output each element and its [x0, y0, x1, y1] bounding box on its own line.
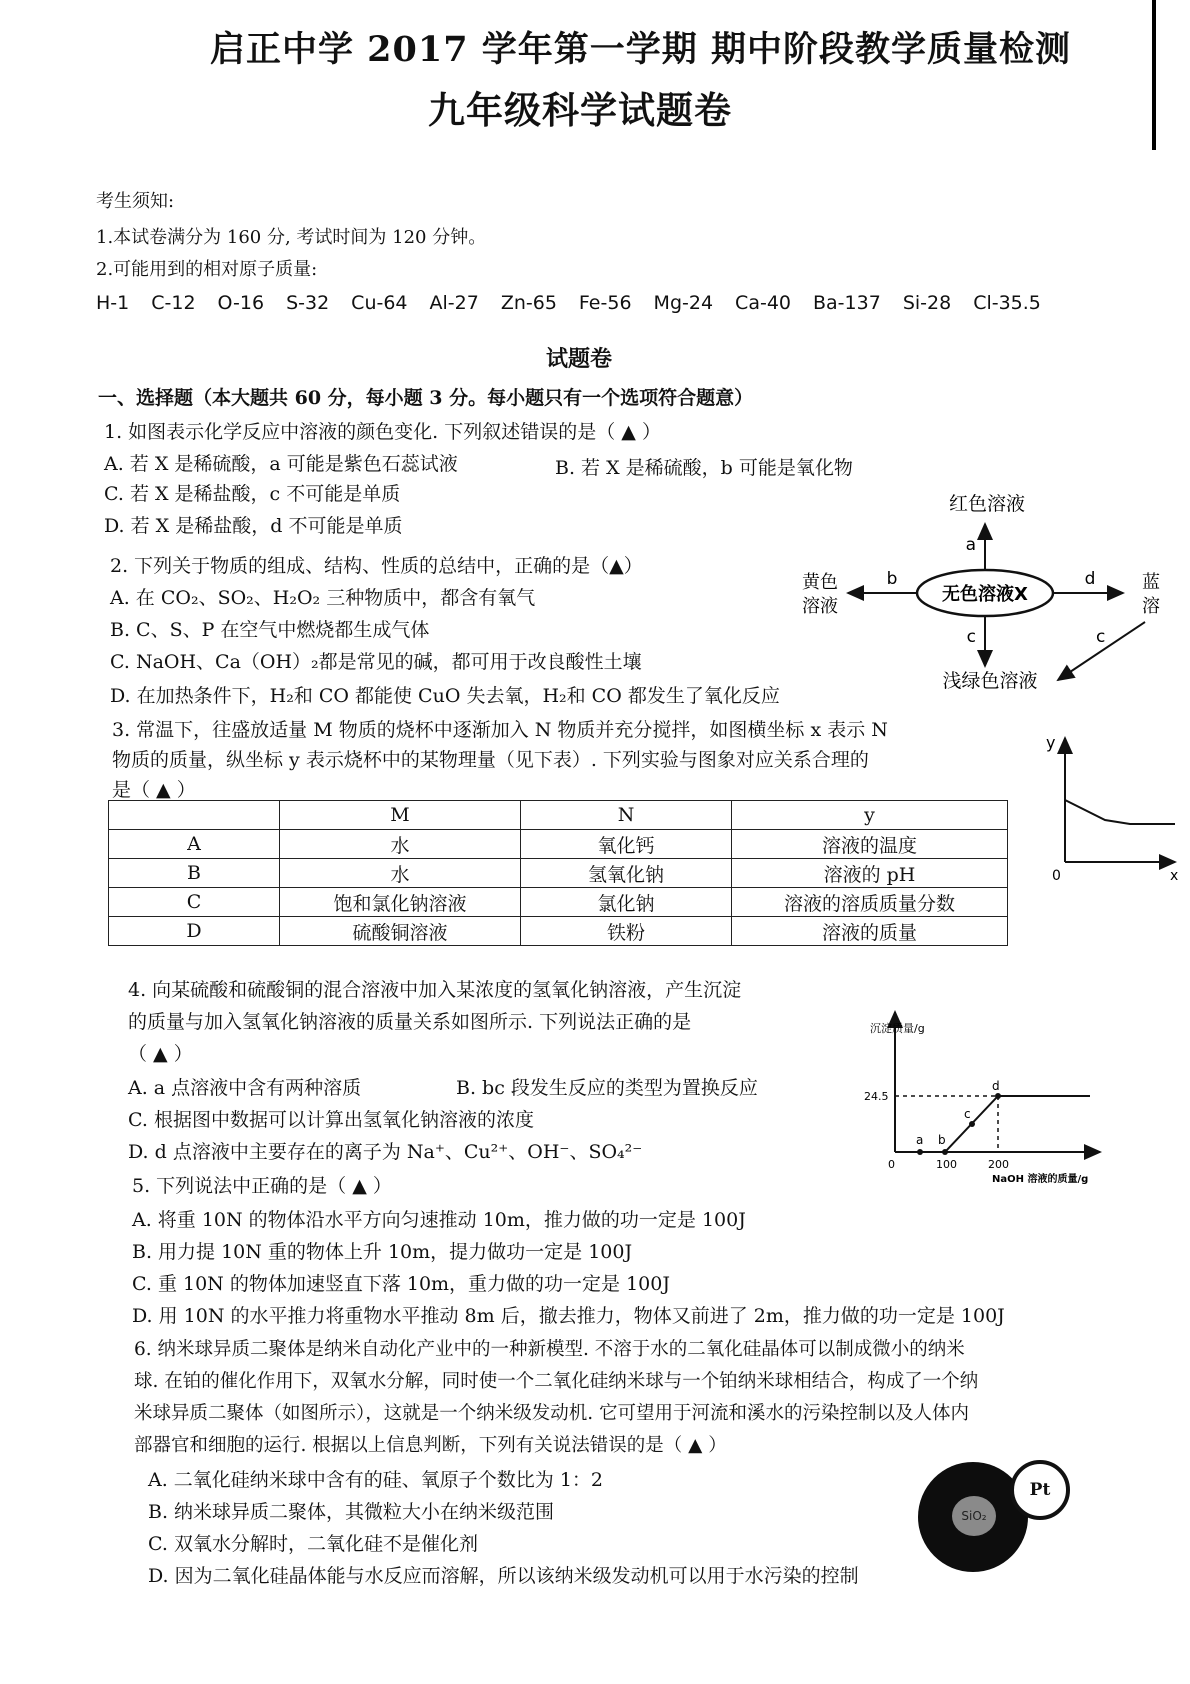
table-cell: 溶液的 pH: [732, 859, 1008, 888]
table-header-cell: [109, 801, 280, 830]
q6-option-a: A. 二氧化硅纳米球中含有的硅、氧原子个数比为 1：2: [148, 1469, 604, 1491]
q4-origin: 0: [888, 1158, 895, 1171]
table-cell: 水: [280, 859, 521, 888]
sio2-label: SiO₂: [952, 1496, 996, 1536]
atomic-mass: Ba-137: [813, 292, 881, 314]
q4-point-a: [917, 1149, 923, 1155]
q6-option-d: D. 因为二氧化硅晶体能与水反应而溶解，所以该纳米级发动机可以用于水污染的控制: [148, 1565, 859, 1587]
table-cell: 铁粉: [521, 917, 732, 946]
q4-point-b: [942, 1149, 948, 1155]
right-label-2: 溶: [1142, 596, 1160, 617]
table-cell: 氢氧化钠: [521, 859, 732, 888]
q4-stem-2: 的质量与加入氢氧化钠溶液的质量关系如图所示. 下列说法正确的是: [128, 1011, 692, 1033]
atomic-mass: Fe-56: [578, 292, 632, 314]
atomic-mass: Cl-35.5: [973, 292, 1041, 314]
atomic-mass: Ca-40: [735, 292, 791, 314]
q5-option-d: D. 用 10N 的水平推力将重物水平推动 8m 后，撤去推力，物体又前进了 2m，推力做的功一定是 100J: [132, 1305, 1005, 1327]
atomic-mass: O-16: [217, 292, 265, 314]
q2-option-d: D. 在加热条件下，H₂和 CO 都能使 CuO 失去氧，H₂和 CO 都发生了氧化反应: [110, 685, 780, 707]
page-edge-shadow: [1152, 0, 1156, 150]
q3-graph: [1040, 730, 1180, 884]
table-header-cell: N: [521, 801, 732, 830]
q4-stem-3: （ ▲ ）: [128, 1043, 193, 1065]
q4-point-d: [995, 1093, 1001, 1099]
table-row: [109, 917, 1008, 946]
q4-precipitate-graph: [860, 1002, 1110, 1192]
table-cell: 氧化钙: [521, 830, 732, 859]
table-row: [109, 859, 1008, 888]
q1-option-c: C. 若 X 是稀盐酸，c 不可能是单质: [104, 483, 401, 505]
pt-nanosphere: Pt: [1010, 1460, 1070, 1520]
q4-point-c: [969, 1121, 975, 1127]
q1-option-b: B. 若 X 是稀硫酸，b 可能是氧化物: [555, 457, 853, 479]
q5-option-b: B. 用力提 10N 重的物体上升 10m，提力做功一定是 100J: [132, 1241, 633, 1263]
q5-option-c: C. 重 10N 的物体加速竖直下落 10m，重力做的功一定是 100J: [132, 1273, 670, 1295]
table-cell: 水: [280, 830, 521, 859]
atomic-mass: Mg-24: [653, 292, 714, 314]
q3-graph-curve: [1065, 800, 1175, 824]
left-label-2: 溶液: [802, 596, 838, 617]
center-label: 无色溶液X: [942, 584, 1028, 605]
q4-option-c: C. 根据图中数据可以计算出氢氧化钠溶液的浓度: [128, 1109, 534, 1131]
q3-stem-3: 是（ ▲ ）: [112, 779, 196, 801]
left-label-1: 黄色: [802, 572, 838, 593]
table-cell: 溶液的温度: [732, 830, 1008, 859]
q1-color-change-diagram: [800, 490, 1170, 700]
table-cell: 氯化钠: [521, 888, 732, 917]
label-d: d: [1084, 569, 1096, 589]
q2-option-b: B. C、S、P 在空气中燃烧都生成气体: [110, 619, 430, 641]
table-cell: C: [109, 888, 280, 917]
q2-option-a: A. 在 CO₂、SO₂、H₂O₂ 三种物质中，都含有氧气: [110, 587, 536, 609]
table-cell: A: [109, 830, 280, 859]
atomic-mass: Cu-64: [351, 292, 408, 314]
q4-x-tick-100: 100: [936, 1158, 957, 1171]
table-header-cell: M: [280, 801, 521, 830]
atomic-mass: C-12: [151, 292, 196, 314]
part1-title: 一、选择题（本大题共 60 分，每小题 3 分。每小题只有一个选项符合题意）: [98, 387, 754, 409]
q4-label-b: b: [938, 1133, 946, 1147]
q4-option-a: A. a 点溶液中含有两种溶质: [128, 1077, 362, 1099]
q6-option-c: C. 双氧水分解时，二氧化硅不是催化剂: [148, 1533, 478, 1555]
q4-option-d: D. d 点溶液中主要存在的离子为 Na⁺、Cu²⁺、OH⁻、SO₄²⁻: [128, 1141, 643, 1163]
label-a: a: [965, 535, 976, 555]
label-b: b: [886, 569, 898, 589]
q6-line-1: 6. 纳米球异质二聚体是纳米自动化产业中的一种新模型. 不溶于水的二氧化硅晶体可以制成微小的纳米: [134, 1339, 965, 1360]
label-c: c: [966, 627, 976, 647]
table-cell: 溶液的质量: [732, 917, 1008, 946]
q6-line-4: 部器官和细胞的运行. 根据以上信息判断，下列有关说法错误的是（ ▲ ）: [134, 1435, 727, 1456]
q1-option-d: D. 若 X 是稀盐酸，d 不可能是单质: [104, 515, 403, 537]
notice-heading: 考生须知:: [96, 191, 175, 212]
atomic-mass-list: [96, 292, 1046, 314]
table-header-cell: y: [732, 801, 1008, 830]
q4-label-c: c: [964, 1107, 971, 1121]
q4-y-tick: 24.5: [864, 1090, 889, 1103]
q4-label-a: a: [916, 1133, 924, 1147]
q5-option-a: A. 将重 10N 的物体沿水平方向匀速推动 10m，推力做的功一定是 100J: [132, 1209, 746, 1231]
label-c-2: c: [1096, 627, 1106, 647]
q1-option-a: A. 若 X 是稀硫酸，a 可能是紫色石蕊试液: [104, 453, 458, 475]
exam-title: 启正中学 2017 学年第一学期 期中阶段教学质量检测: [210, 29, 1071, 70]
q6-line-2: 球. 在铂的催化作用下，双氧水分解，同时使一个二氧化硅纳米球与一个铂纳米球相结合，构成了一个纳: [134, 1371, 979, 1392]
q3-graph-x-label: x: [1170, 868, 1179, 884]
notice-item-1: 1.本试卷满分为 160 分, 考试时间为 120 分钟。: [96, 227, 487, 248]
q4-graph-y-label: 沉淀质量/g: [870, 1022, 925, 1035]
table-header-row: [109, 801, 1008, 830]
atomic-mass: H-1: [96, 292, 130, 314]
atomic-mass: Al-27: [429, 292, 479, 314]
q6-line-3: 米球异质二聚体（如图所示），这就是一个纳米级发动机. 它可望用于河流和溪水的污染控制以及人体内: [134, 1403, 970, 1424]
q2-stem: 2. 下列关于物质的组成、结构、性质的总结中，正确的是（▲）: [110, 555, 643, 577]
notice-item-2: 2.可能用到的相对原子质量:: [96, 259, 318, 280]
top-label: 红色溶液: [948, 493, 1026, 515]
q3-graph-y-label: y: [1046, 733, 1056, 752]
table-cell: 溶液的溶质质量分数: [732, 888, 1008, 917]
table-cell: B: [109, 859, 280, 888]
q3-graph-origin: 0: [1052, 868, 1061, 884]
section-title: 试题卷: [546, 346, 613, 372]
q2-option-c: C. NaOH、Ca（OH）₂都是常见的碱，都可用于改良酸性土壤: [110, 651, 642, 673]
table-row: [109, 830, 1008, 859]
table-row: [109, 888, 1008, 917]
q1-stem: 1. 如图表示化学反应中溶液的颜色变化. 下列叙述错误的是（ ▲ ）: [104, 421, 661, 443]
atomic-mass: Zn-65: [500, 292, 557, 314]
table-cell: 硫酸铜溶液: [280, 917, 521, 946]
right-label-1: 蓝: [1142, 572, 1160, 593]
q4-option-b: B. bc 段发生反应的类型为置换反应: [456, 1077, 758, 1099]
q4-graph-line: [895, 1096, 1090, 1152]
atomic-mass: S-32: [286, 292, 330, 314]
q5-stem: 5. 下列说法中正确的是（ ▲ ）: [132, 1175, 392, 1197]
q4-x-tick-200: 200: [988, 1158, 1009, 1171]
atomic-mass: Si-28: [902, 292, 952, 314]
q3-table: [108, 800, 1008, 946]
q4-label-d: d: [992, 1079, 1000, 1093]
bottom-label: 浅绿色溶液: [942, 670, 1038, 692]
table-cell: 饱和氯化钠溶液: [280, 888, 521, 917]
q3-stem-2: 物质的质量，纵坐标 y 表示烧杯中的某物理量（见下表）. 下列实验与图象对应关系合理的: [112, 749, 869, 771]
exam-subtitle: 九年级科学试题卷: [428, 88, 732, 132]
q4-x-label: NaOH 溶液的质量/g: [992, 1174, 1089, 1185]
table-cell: D: [109, 917, 280, 946]
q6-option-b: B. 纳米球异质二聚体，其微粒大小在纳米级范围: [148, 1501, 555, 1523]
q3-stem-1: 3. 常温下，往盛放适量 M 物质的烧杯中逐渐加入 N 物质并充分搅拌，如图横坐标 x 表示 N: [112, 719, 888, 741]
q4-stem-1: 4. 向某硫酸和硫酸铜的混合溶液中加入某浓度的氢氧化钠溶液，产生沉淀: [128, 979, 742, 1001]
